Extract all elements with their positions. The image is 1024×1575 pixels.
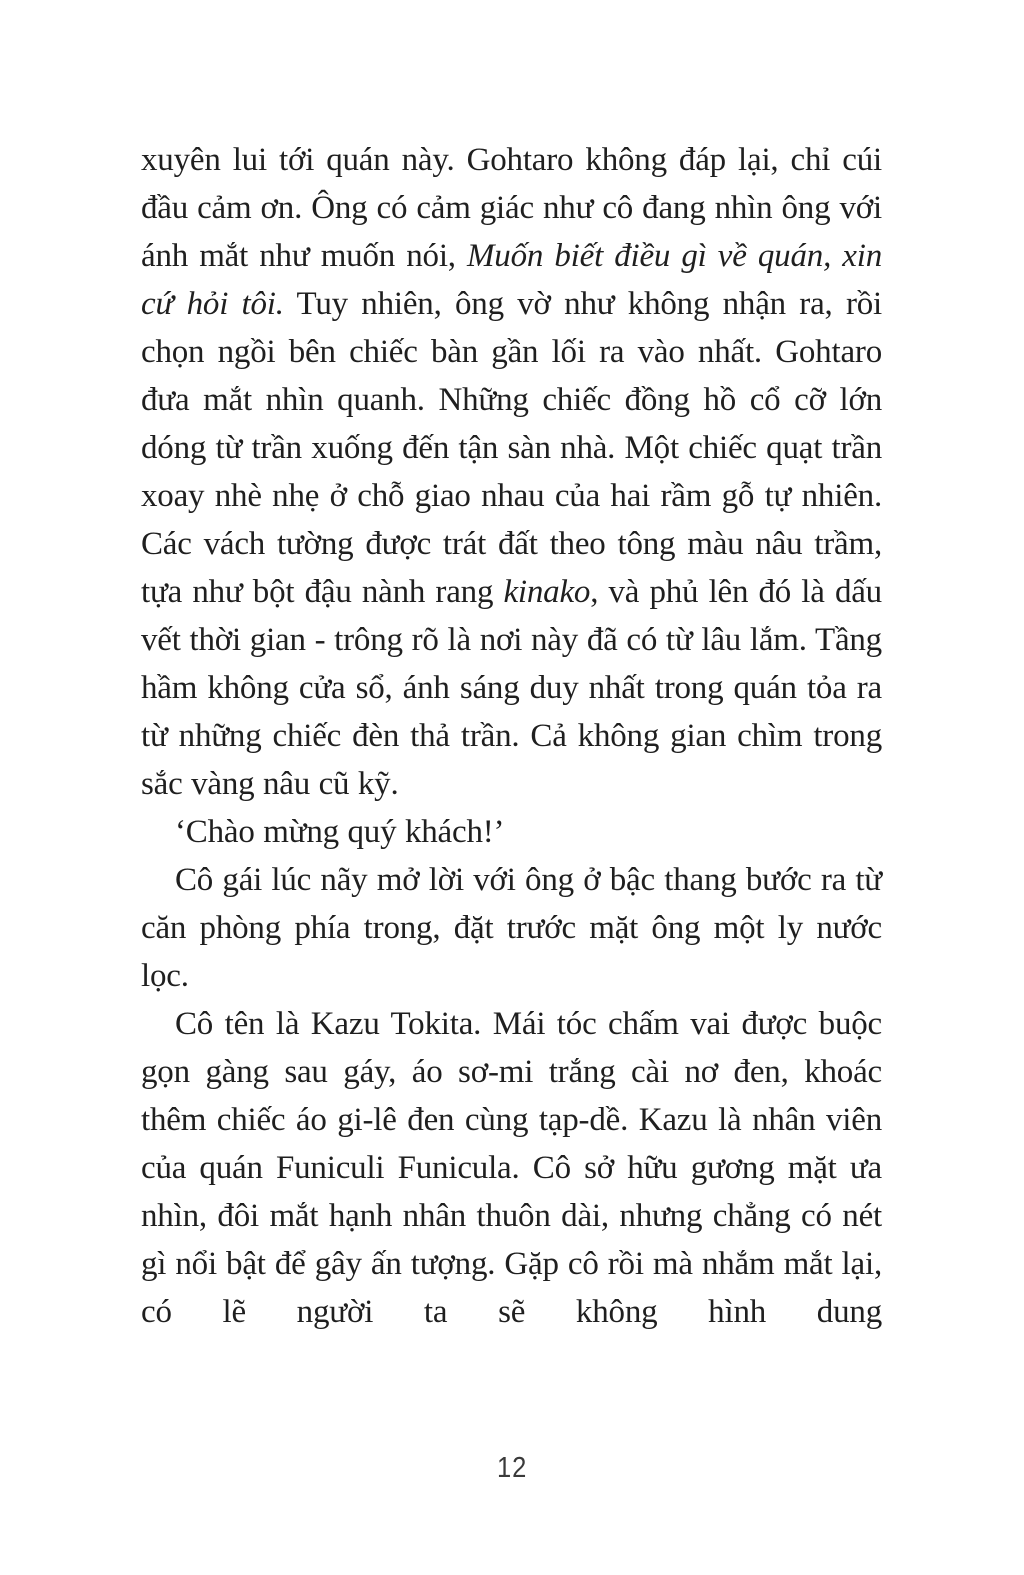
paragraph [141, 856, 882, 1000]
page-number: 12 [496, 1452, 528, 1484]
text-run: Tuy nhiên, ông vờ như không nhận ra, rồi chọn ngồi bên chiếc bàn gần lối ra vào nhất. Gohtaro đưa mắt nhìn quanh. Những chiếc đồng hồ cổ cỡ lớn dóng từ trần xuống đến tận sàn nhà. Một chiếc quạt trần xoay nhè nhẹ ở chỗ giao nhau của hai rầm gỗ tự nhiên. Các vách tường được trát đất theo tông màu nâu trầm, tựa như bột đậu nành rang [141, 286, 883, 610]
text-run: Cô gái lúc nãy mở lời với ông ở bậc thang bước ra từ căn phòng phía trong, đặt trước mặt ông một ly nước lọc. [141, 862, 882, 994]
text-run: ‘Chào mừng quý khách!’ [175, 814, 505, 850]
italic-text-run: kinako [503, 574, 591, 610]
text-run: Cô tên là Kazu Tokita. Mái tóc chấm vai được buộc gọn gàng sau gáy, áo sơ-mi trắng cài nơ đen, khoác thêm chiếc áo gi-lê đen cùng tạp-dề. Kazu là nhân viên của quán Funiculi Funicula. Cô sở hữu gương mặt ưa nhìn, đôi mắt hạnh nhân thuôn dài, nhưng chẳng có nét gì nổi bật để gây ấn tượng. Gặp cô rồi mà nhắm mắt lại, có lẽ người ta sẽ không hình dung [141, 1006, 882, 1330]
paragraph [141, 136, 882, 808]
page-footer [0, 1452, 1024, 1485]
paragraph [141, 808, 882, 856]
italic-text-run: Muốn biết điều gì về quán, xin cứ hỏi tôi. [141, 238, 882, 322]
text-run: , và phủ lên đó là dấu vết thời gian - trông rõ là nơi này đã có từ lâu lắm. Tầng hầm không cửa sổ, ánh sáng duy nhất trong quán tỏa ra từ những chiếc đèn thả trần. Cả không gian chìm trong sắc vàng nâu cũ kỹ. [141, 574, 882, 802]
page-text [141, 136, 882, 1336]
paragraph [141, 1000, 882, 1336]
text-run: xuyên lui tới quán này. Gohtaro không đáp lại, chỉ cúi đầu cảm ơn. Ông có cảm giác như cô đang nhìn ông với ánh mắt như muốn nói, [141, 142, 882, 274]
